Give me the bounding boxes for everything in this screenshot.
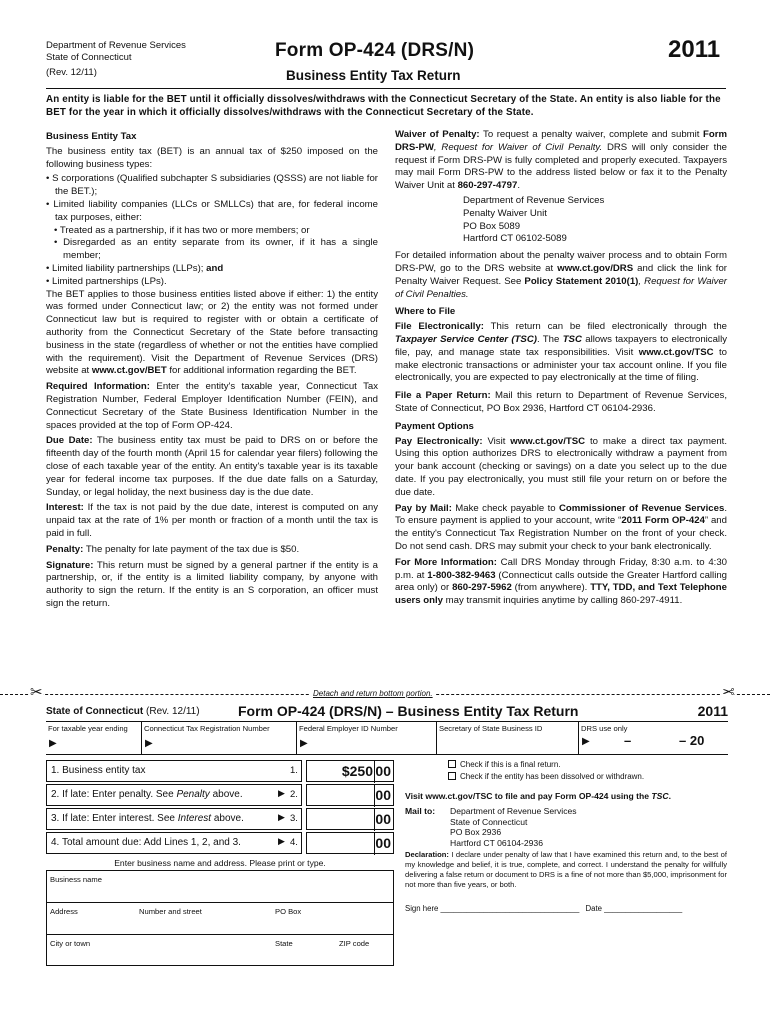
line-3: [46, 808, 394, 832]
list-item: • Limited liability companies (LLCs or SMLLCs) that are, for federal income tax purposes, either:: [46, 198, 378, 223]
line-1-amount: [306, 760, 394, 782]
address-line: Hartford CT 06104-2936: [450, 837, 543, 848]
list-item: • Disregarded as an entity separate from its owner, if it has a single member;: [54, 237, 378, 262]
field-label: Business name: [50, 875, 102, 884]
tty-users: TTY, TDD, and Text Telephone users only: [395, 582, 727, 607]
mail-to: [405, 806, 435, 816]
waiver-detail: [395, 250, 727, 301]
payment-heading: Payment Options: [395, 420, 474, 432]
due-text: The business entity tax must be paid to DRS on or before the fifteenth day of the fourth month (April 15 for calendar year filers) following the close of each taxable year of the entity. An entity's taxable year is its taxable year for federal income tax purposes. If the due date falls on a Saturday, Sunday, or legal holiday, the next business day is the due date.: [46, 435, 379, 498]
line-label: 1. Business entity tax: [46, 760, 302, 782]
check-label: Check if the entity has been dissolved or withdrawn.: [460, 772, 645, 781]
waiver-text-2: DRS will only consider the request if Form DRS-PW is fully completed and properly executed. Taxpayers may mail Form DRS-PW to the address listed below or fax it to the Penalty Waiver Unit at: [395, 141, 727, 192]
list-item-and: and: [203, 262, 224, 274]
interest-text: If the tax is not paid by the due date, interest is computed on any unpaid tax at the rate of 1% per month or fraction of a month until the tax is paid in full.: [46, 502, 378, 539]
where-heading: Where to File: [395, 306, 456, 318]
bet-heading: Business Entity Tax: [46, 131, 137, 142]
declaration-text: I declare under penalty of law that I have examined this return and, to the best of my knowledge and belief, it is true, complete, and correct. I understand the penalty for willfully delivering a false return or document to DRS is a fine of not more than $5,000, imprisonment for not more than five years, or both.: [405, 850, 727, 889]
tsc-name: Taxpayer Service Center (TSC): [395, 333, 537, 345]
business-types-list: [46, 173, 378, 288]
penalty-label: Penalty:: [46, 543, 84, 555]
signature: [46, 560, 378, 611]
list-item: • Treated as a partnership, if it has two or more members; or: [54, 224, 310, 236]
sign-here[interactable]: Sign here ________________________________: [405, 904, 580, 913]
line-4-amount[interactable]: [306, 832, 394, 854]
signature-label: Signature:: [46, 559, 94, 571]
waiver-form: Form DRS-PW: [395, 129, 727, 153]
waiver-text: To request a penalty waiver, complete and submit: [479, 129, 704, 140]
interest: [46, 502, 378, 540]
signature-text: This return must be signed by a general partner if the entity is a partnership, or, if the entity is a limited liability company, by anyone with authority to sign the return. If the entity is an S corporation, an officer must sign the return.: [46, 559, 378, 609]
amount-cents: 00: [375, 763, 391, 779]
detail-text-2: and click the link for Penalty Waiver Request. See: [395, 262, 727, 287]
line-label: 4. Total amount due: Add Lines 1, 2, and 3.: [46, 832, 302, 854]
efile-text-4: to make electronic transactions or administer your tax account online. If you file electronically, you are expected to pay electronically at the time of filing.: [395, 346, 727, 384]
field-label: ZIP code: [339, 939, 370, 948]
line-number: 1.: [290, 765, 298, 776]
efile-text: This return can be filed electronically through the: [483, 321, 727, 333]
payel-text-2: to make a direct tax payment. Using this option authorizes DRS to electronically withdraw a payment from your bank account (checking or savings) on a date you select up to the due date. If you pay electronically, you must still file your return on or before the due date.: [395, 435, 727, 498]
field-label: Number and street: [139, 907, 202, 916]
form-subtitle: Business Entity Tax Return: [286, 68, 461, 83]
state-name: State of Connecticut: [46, 52, 132, 63]
waiver: [395, 129, 727, 193]
more-text: Call DRS Monday through Friday, 8:30 a.m. to 4:30 p.m. at: [395, 556, 727, 581]
address-line: Penalty Waiver Unit: [463, 207, 547, 219]
detail-text: For detailed information about the penalty waiver process and to obtain Form DRS-PW, go to the DRS website at: [395, 250, 727, 274]
line-2: [46, 784, 394, 808]
city-field[interactable]: [47, 935, 393, 967]
amount-cents: 00: [375, 835, 391, 851]
sots-id-field[interactable]: [437, 722, 579, 754]
required-info: [46, 381, 378, 432]
field-label: For taxable year ending: [48, 724, 128, 733]
arrow-icon: ▶: [278, 788, 285, 798]
mail-text: Make check payable to: [451, 502, 559, 514]
right-column: [395, 129, 727, 610]
left-column: [46, 131, 378, 613]
line-number: 3.: [290, 813, 298, 824]
header-rule: [46, 88, 726, 89]
line-3-amount[interactable]: [306, 808, 394, 830]
visit-link[interactable]: www.ct.gov/TSC: [425, 791, 493, 801]
taxable-year-field[interactable]: [46, 722, 142, 754]
business-address-box: [46, 870, 394, 966]
mail-label: Pay by Mail:: [395, 502, 452, 514]
bet-link[interactable]: www.ct.gov/BET: [91, 365, 167, 377]
line-number: 2.: [290, 789, 298, 800]
more-label: For More Information:: [395, 556, 497, 568]
declaration: [405, 850, 727, 890]
interest-label: Interest:: [46, 502, 84, 514]
mail-text-2: . To ensure payment is applied to your account, write “: [395, 502, 727, 527]
arrow-icon: ▶: [300, 738, 308, 749]
intro-notice: An entity is liable for the BET until it officially dissolves/withdraws with the Connecticut Secretary of the State. An entity is also liable for the BET for the year in which it officially dissolves/withdraws with the Connecticut Secretary of the State.: [46, 94, 721, 118]
field-label: PO Box: [275, 907, 302, 916]
detach-line: [0, 684, 770, 701]
form-title: Form OP-424 (DRS/N): [275, 40, 475, 61]
policy-statement: Policy Statement 2010(1): [524, 275, 639, 287]
due-date: [46, 435, 378, 499]
field-label: Address: [50, 907, 78, 916]
arrow-icon: ▶: [582, 736, 590, 747]
waiver-form-title: , Request for Waiver of Civil Penalty.: [433, 141, 603, 153]
stub-title: Form OP-424 (DRS/N) – Business Entity Tax Return: [238, 703, 579, 719]
address-line: State of Connecticut: [450, 816, 528, 827]
stub-revision: (Rev. 12/11): [143, 706, 200, 717]
field-label: Federal Employer ID Number: [299, 724, 398, 733]
waiver-end: .: [517, 180, 520, 192]
line-1: [46, 760, 394, 784]
line-items: [46, 760, 394, 856]
bet-applies: [46, 289, 378, 379]
required-text: Enter the entity's taxable year, Connecticut Tax Registration Number, Federal Employer Identification Number (FEIN), and Connecticut Secretary of the State Business Identification Number in the spaces provided at the top of Form OP-424.: [46, 381, 379, 431]
arrow-icon: ▶: [278, 836, 285, 846]
scissors-icon: ✂: [30, 684, 43, 701]
line-number: 4.: [290, 837, 298, 848]
address-line: PO Box 5089: [463, 220, 521, 232]
payel-text: Visit: [482, 435, 511, 447]
check-label: Check if this is a final return.: [460, 760, 561, 769]
pay-electronically: [395, 436, 727, 500]
fein-field[interactable]: [297, 722, 437, 754]
field-label: Connecticut Tax Registration Number: [144, 724, 270, 733]
address-field[interactable]: [47, 903, 393, 935]
penalty-text: The penalty for late payment of the tax due is $50.: [83, 543, 300, 555]
paper-text: Mail this return to Department of Revenue Services, State of Connecticut, PO Box 2936, Hartford CT 06104-2936.: [395, 390, 727, 414]
required-label: Required Information:: [46, 381, 150, 393]
mail-address: [450, 806, 577, 848]
declaration-label: Declaration:: [405, 850, 449, 859]
arrow-icon: ▶: [278, 812, 285, 822]
address-line: Hartford CT 06102-5089: [463, 233, 567, 245]
mail-to-label: Mail to:: [405, 806, 436, 816]
form-year: 2011: [668, 36, 721, 63]
business-name-field[interactable]: [47, 871, 393, 903]
arrow-icon: ▶: [49, 738, 57, 749]
dissolved-check[interactable]: [448, 772, 644, 782]
waiver-label: Waiver of Penalty:: [395, 129, 480, 140]
address-line: Department of Revenue Services: [463, 194, 605, 206]
drs-use-only: [579, 722, 728, 754]
arrow-icon: ▶: [145, 738, 153, 749]
visit-text-3: .: [668, 791, 671, 801]
paper-label: File a Paper Return:: [395, 390, 491, 402]
department-header: [46, 40, 186, 79]
more-text-3: (from anywhere).: [511, 582, 591, 594]
field-label: DRS use only: [581, 724, 628, 733]
visit-text: Visit: [405, 791, 426, 801]
amount-cents: 00: [375, 787, 391, 803]
address-line: PO Box 2936: [450, 827, 502, 838]
efile-text-3: allows taxpayers to electronically file, pay, and manage state tax responsibilities. Visit: [395, 333, 727, 358]
tsc-link[interactable]: www.ct.gov/TSC: [638, 346, 714, 358]
checkbox-icon[interactable]: [448, 772, 456, 780]
line-4: [46, 832, 394, 856]
checkbox-icon[interactable]: [448, 760, 456, 768]
drs-year: – 20: [679, 733, 705, 748]
mail-form: 2011 Form OP-424: [621, 515, 705, 527]
applies-end: for additional information regarding the BET.: [166, 365, 357, 377]
ct-registration-field[interactable]: [142, 722, 297, 754]
bet-intro: The business entity tax (BET) is an annual tax of $250 imposed on the following business types:: [46, 145, 378, 170]
drs-link[interactable]: www.ct.gov/DRS: [557, 262, 634, 274]
scissors-icon: ✂: [722, 684, 735, 701]
pay-by-mail: [395, 503, 727, 554]
amount-dollars: $250: [341, 763, 373, 779]
amount-cents: 00: [375, 811, 391, 827]
commissioner: Commissioner of Revenue Services: [558, 502, 725, 514]
drs-dash: –: [624, 733, 632, 748]
phone-2: 860-297-5962: [452, 582, 512, 594]
sign-line[interactable]: [405, 904, 682, 913]
field-label: Secretary of State Business ID: [439, 724, 543, 733]
file-electronically: [395, 321, 727, 385]
tsc-pay-link[interactable]: www.ct.gov/TSC: [510, 435, 586, 447]
tsc-abbrev: TSC: [562, 333, 582, 345]
list-item: • S corporations (Qualified subchapter S subsidiaries (QSSS) are not liable for the BET.);: [46, 173, 378, 198]
more-text-2: (Connecticut calls outside the Greater Hartford calling area only) or: [395, 569, 727, 594]
final-return-check[interactable]: [448, 760, 560, 770]
detail-text-3: , Request for Waiver of Civil Penalties.: [395, 275, 727, 300]
list-item: [46, 263, 378, 276]
visit-text-2: to file and pay Form OP-424 using the: [492, 791, 652, 801]
line-2-amount[interactable]: [306, 784, 394, 806]
sign-date[interactable]: Date __________________: [585, 904, 683, 913]
address-line: Department of Revenue Services: [450, 806, 577, 816]
enter-name-note: Enter business name and address. Please print or type.: [114, 858, 326, 868]
field-label: State: [275, 939, 293, 948]
due-label: Due Date:: [46, 435, 93, 447]
efile-text-2: . The: [536, 333, 563, 345]
paper-return: [395, 390, 727, 416]
stub-state: [46, 706, 200, 717]
more-info: [395, 557, 727, 608]
detach-label: Detach and return bottom portion.: [310, 689, 436, 698]
list-item: • Limited partnerships (LPs).: [46, 275, 167, 287]
field-label: City or town: [50, 939, 91, 948]
line-label: 2. If late: Enter penalty. See Penalty above.: [46, 784, 302, 806]
stub-header: [46, 704, 728, 722]
visit-tsc: [405, 791, 671, 801]
waiver-address: [395, 195, 727, 246]
payel-label: Pay Electronically:: [395, 435, 483, 447]
stub-year: 2011: [697, 703, 728, 719]
efile-label: File Electronically:: [395, 321, 484, 333]
department-name: Department of Revenue Services: [46, 40, 186, 51]
id-fields: [46, 721, 728, 755]
more-text-4: may transmit inquiries anytime by calling 860-297-4911.: [443, 595, 683, 607]
list-item-text: • Limited liability partnerships (LLPs);: [46, 262, 204, 274]
applies-text: The BET applies to those business entities listed above if either: 1) the entity was formed under Connecticut law; or 2) the entity was not formed under Connecticut law but is required to register with or obtain a certificate of authority from the Connecticut Secretary of the State before transacting business in the state (regardless of whether or not the entities have complied with the requirement). Visit the Department of Revenue Services (DRS) website at: [46, 288, 378, 377]
waiver-fax: 860-297-4797: [457, 180, 518, 192]
phone-1: 1-800-382-9463: [427, 569, 496, 581]
line-label: 3. If late: Enter interest. See Interest above.: [46, 808, 302, 830]
stub-state-label: State of Connecticut: [46, 706, 144, 717]
visit-tsc-abbrev: TSC: [651, 791, 669, 801]
penalty: [46, 544, 378, 557]
revision-date: (Rev. 12/11): [46, 67, 97, 78]
mail-text-3: ” and the entity's Connecticut Tax Registration Number on the front of your check. Do not send cash. DRS may submit your check to your bank electronically.: [395, 515, 727, 552]
